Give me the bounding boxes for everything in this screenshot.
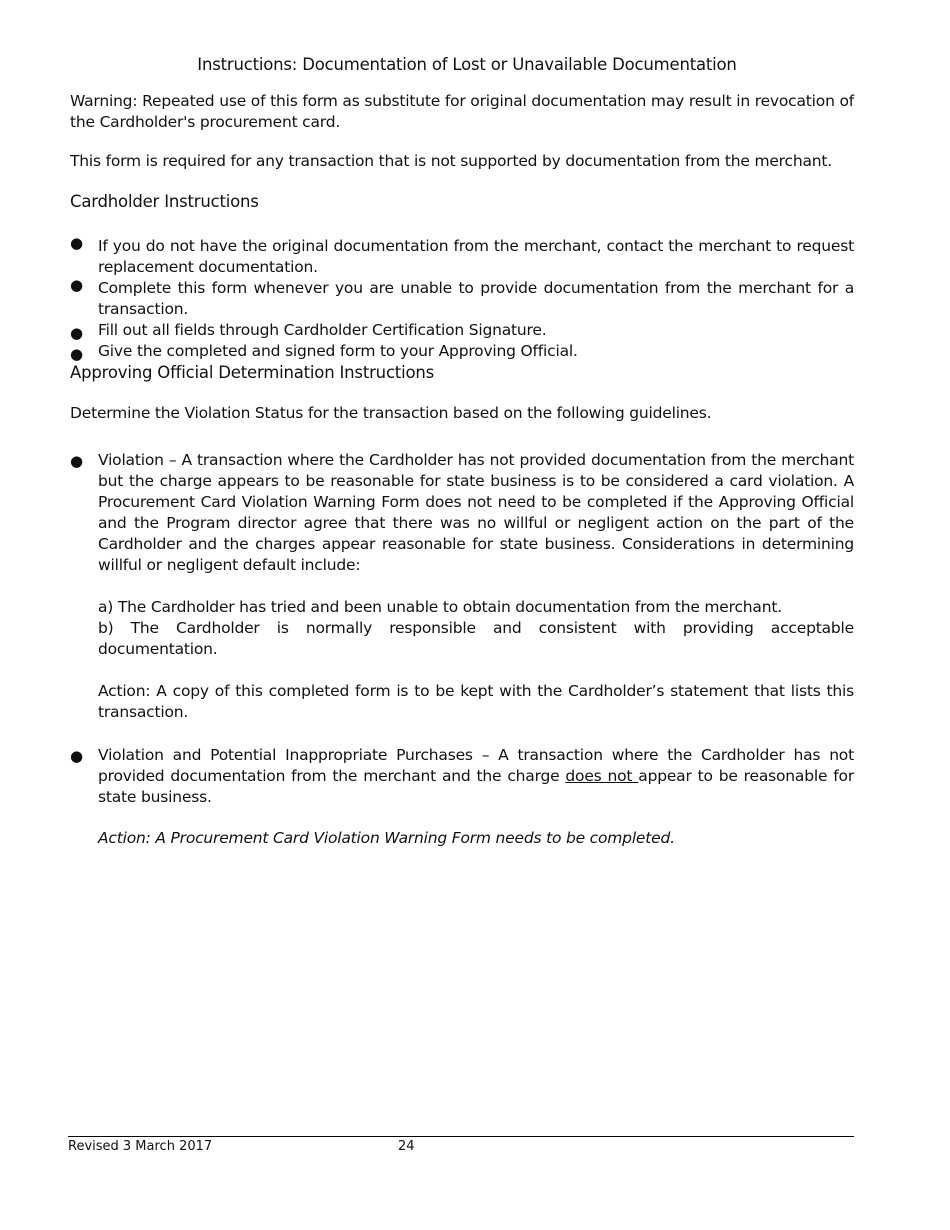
document-body xyxy=(70,54,854,871)
violation-text: A transaction where the Cardholder has not provided documentation from the merchant but the charge appears to be reasonable for state business is to be considered a card violation. A Procurement Card Violation Warning Form does not need to be completed if the Approving Official and the Program director agree that there was no willful or negligent action on the part of the Cardholder and the charges appear reasonable for state business. Considerations in determining willful or negligent default include: xyxy=(98,451,854,574)
consideration-a: a) The Cardholder has tried and been unable to obtain documentation from the merchant. xyxy=(98,598,782,616)
bullet-icon: ● xyxy=(70,324,83,342)
approving-official-heading: Approving Official Determination Instructions xyxy=(70,363,435,382)
cardholder-instructions-heading: Cardholder Instructions xyxy=(70,192,259,211)
violation-paragraph xyxy=(98,450,854,576)
warning-paragraph: Warning: Repeated use of this form as substitute for original documentation may result in revocation of the Cardholder's procurement card. xyxy=(70,92,854,131)
page-number: 24 xyxy=(398,1139,415,1154)
violation-item xyxy=(70,450,854,723)
determination-intro: Determine the Violation Status for the transaction based on the following guidelines. xyxy=(70,404,712,422)
violation-status-list xyxy=(70,450,854,849)
violation-inappropriate-action: Action: A Procurement Card Violation Warning Form needs to be completed. xyxy=(98,829,675,847)
violation-inappropriate-dash: – xyxy=(472,746,499,764)
violation-inappropriate-item xyxy=(70,745,854,849)
page-footer xyxy=(68,1136,854,1154)
violation-inappropriate-text-after: appear to be reasonable for state business. xyxy=(98,767,854,806)
bullet-icon: ● xyxy=(70,747,83,765)
bullet-icon: ● xyxy=(70,452,83,470)
list-item xyxy=(70,341,854,362)
bullet-icon: ● xyxy=(70,276,83,294)
list-item xyxy=(70,320,854,341)
list-item-text: Complete this form whenever you are unable to provide documentation from the merchant for a transaction. xyxy=(98,279,854,318)
violation-inappropriate-term: Violation and Potential Inappropriate Purchases xyxy=(98,746,473,764)
consideration-b: b) The Cardholder is normally responsible and consistent with providing acceptable documentation. xyxy=(98,619,854,658)
violation-term: Violation xyxy=(98,451,164,469)
revision-date: Revised 3 March 2017 xyxy=(68,1139,213,1154)
list-item-text: If you do not have the original documentation from the merchant, contact the merchant to request replacement documentation. xyxy=(98,237,854,276)
violation-dash: – xyxy=(163,451,182,469)
bullet-icon: ● xyxy=(70,234,83,252)
violation-action: Action: A copy of this completed form is to be kept with the Cardholder’s statement that lists this transaction. xyxy=(98,682,854,721)
bullet-icon: ● xyxy=(70,345,83,363)
list-item-text: Fill out all fields through Cardholder Certification Signature. xyxy=(98,321,547,339)
list-item xyxy=(70,236,854,278)
list-item xyxy=(70,278,854,320)
required-note: This form is required for any transaction that is not supported by documentation from the merchant. xyxy=(70,152,832,170)
violation-inappropriate-paragraph xyxy=(98,745,854,808)
page-title: Instructions: Documentation of Lost or Unavailable Documentation xyxy=(197,55,737,74)
cardholder-instructions-list xyxy=(70,236,854,362)
list-item-text: Give the completed and signed form to your Approving Official. xyxy=(98,342,578,360)
does-not-underlined: does not xyxy=(565,767,639,785)
violation-inappropriate-text-before: A transaction where the Cardholder has not provided documentation from the merchant and the charge xyxy=(98,746,854,785)
